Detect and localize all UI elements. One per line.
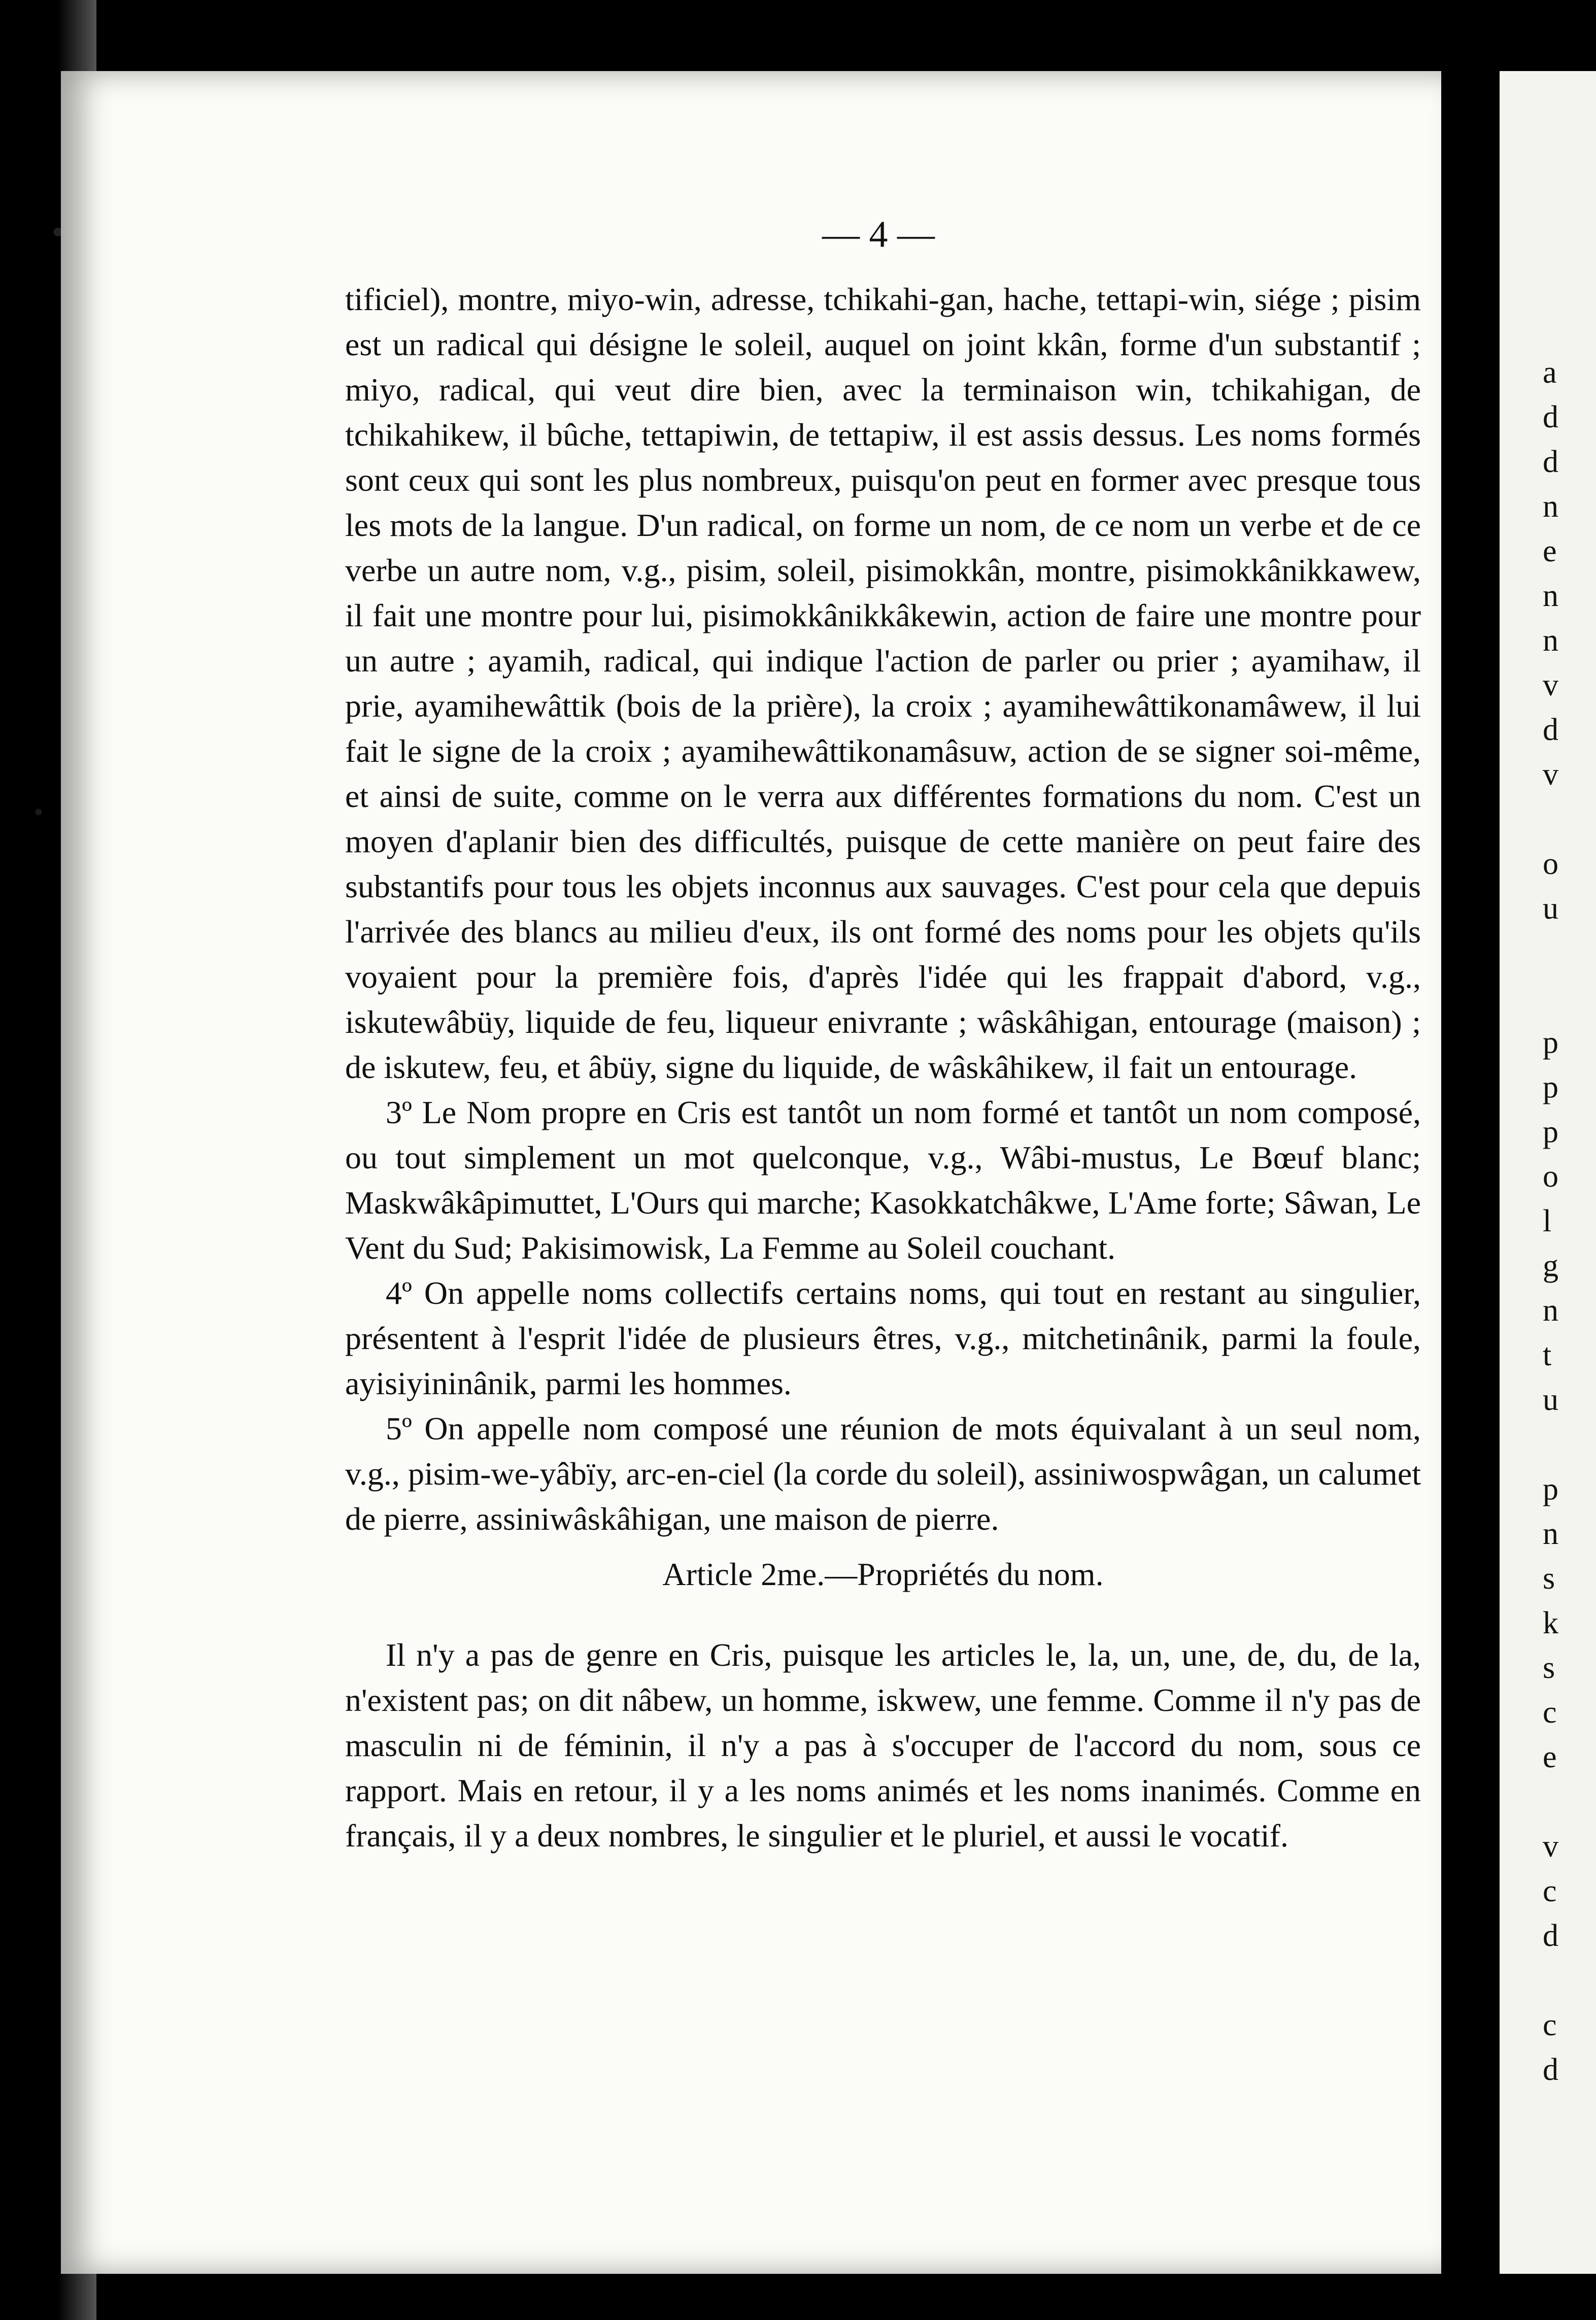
facing-page-letter: t bbox=[1543, 1338, 1552, 1372]
facing-page-letter: o bbox=[1543, 1159, 1558, 1194]
facing-page-letter: d bbox=[1543, 1919, 1558, 1953]
facing-page-letter: l bbox=[1543, 1204, 1552, 1238]
facing-page-letter: d bbox=[1543, 400, 1558, 434]
page-number: — 4 — bbox=[822, 214, 935, 255]
paragraph-nom-compose: 5º On appelle nom composé une réunion de mots équivalant à un seul nom, v.g., pisim-we-yâbïy, arc-en-ciel (la corde du soleil), assiniwospwâgan, un calumet de pierre, assiniwâskâhigan, une maison de pierre. bbox=[345, 1410, 1421, 1537]
facing-page-letter: n bbox=[1543, 1517, 1558, 1551]
facing-page-letter: v bbox=[1543, 668, 1558, 702]
facing-page-letter: s bbox=[1543, 1561, 1555, 1596]
facing-page-letter: n bbox=[1543, 623, 1558, 658]
facing-page-letter: n bbox=[1543, 579, 1558, 613]
facing-page-letter bbox=[1543, 797, 1593, 842]
facing-page-letter: d bbox=[1543, 2053, 1558, 2087]
facing-page-letter: u bbox=[1543, 891, 1558, 926]
facing-page-letter: c bbox=[1543, 1874, 1557, 1908]
facing-page-letter: c bbox=[1543, 2008, 1557, 2042]
facing-page-letters bbox=[1543, 350, 1593, 2092]
facing-page-letter: p bbox=[1543, 1472, 1558, 1506]
facing-page-letter: d bbox=[1543, 713, 1558, 747]
paragraph-nom-propre: 3º Le Nom propre en Cris est tantôt un nom formé et tantôt un nom composé, ou tout simplement un mot quelconque, v.g., Wâbi-mustus, Le Bœuf blanc; Maskwâkâpimuttet, L'Ours qui marche; Kasokkatchâkwe, L'Ame forte; Sâwan, Le Vent du Sud; Pakisimowisk, La Femme au Soleil couchant. bbox=[345, 1094, 1421, 1266]
facing-page-letter: d bbox=[1543, 445, 1558, 479]
facing-page-letter: e bbox=[1543, 1740, 1557, 1774]
facing-page-letter: p bbox=[1543, 1070, 1558, 1104]
facing-page-letter: p bbox=[1543, 1025, 1558, 1060]
facing-page-letter bbox=[1543, 1958, 1593, 2003]
facing-page-letter: g bbox=[1543, 1249, 1558, 1283]
paragraph-proprietes: Il n'y a pas de genre en Cris, puisque les articles le, la, un, une, de, du, de la, n'existent pas; on dit nâbew, un homme, iskwew, une femme. Comme il n'y pas de masculin ni de féminin, il n'y a pas à s'occuper de l'accord du nom, sous ce rapport. Mais en retour, il y a les noms animés et les noms inanimés. Comme en français, il y a deux nombres, le singulier et le pluriel, et aussi le vocatif. bbox=[345, 1637, 1421, 1854]
facing-page-letter: u bbox=[1543, 1383, 1558, 1417]
facing-page-letter: n bbox=[1543, 489, 1558, 524]
facing-page-letter bbox=[1543, 976, 1593, 1020]
facing-page-letter: a bbox=[1543, 355, 1557, 390]
paragraph-noms-collectifs: 4º On appelle noms collectifs certains noms, qui tout en restant au singulier, présentent à l'esprit l'idée de plusieurs êtres, v.g., mitchetinânik, parmi la foule, ayisiyininânik, parmi les hommes. bbox=[345, 1275, 1421, 1401]
facing-page-letter: v bbox=[1543, 1829, 1558, 1864]
facing-page-letter: c bbox=[1543, 1695, 1557, 1730]
facing-page-letter: k bbox=[1543, 1606, 1558, 1640]
facing-page-letter bbox=[1543, 1422, 1593, 1467]
facing-page-letter: o bbox=[1543, 847, 1558, 881]
facing-page-letter bbox=[1543, 1779, 1593, 1824]
paragraph-1: tificiel), montre, miyo-win, adresse, tchikahi-gan, hache, tettapi-win, siége ; pisim est un radical qui désigne le soleil, auquel on joint kkân, forme d'un substantif ; miyo, radical, qui veut dire bien, avec la terminaison win, tchikahigan, de tchikahikew, il bûche, tettapiwin, de tettapiw, il est assis dessus. Les noms formés sont ceux qui sont les plus nombreux, puisqu'on peut en former avec presque tous les mots de la langue. D'un radical, on forme un nom, de ce nom un verbe et de ce verbe un autre nom, v.g., pisim, soleil, pisimokkân, montre, pisimokkânikkawew, il fait une montre pour lui, pisimokkânikkâkewin, action de faire une montre pour un autre ; ayamih, radical, qui indique l'action de parler ou prier ; ayamihaw, il prie, ayamihewâttik (bois de la prière), la croix ; ayamihewâttikonamâwew, il lui fait le signe de la croix ; ayamihewâttikonamâsuw, action de se signer soi-même, et ainsi de suite, comme on le verra aux différentes formations du nom. C'est un moyen d'aplanir bien des difficultés, puisque de cette manière on peut faire des substantifs pour tous les objets inconnus aux sauvages. C'est pour cela que depuis l'arrivée des blancs au milieu d'eux, ils ont formé des noms pour les objets qu'ils voyaient pour la première fois, d'après l'idée qui les frappait d'abord, v.g., iskutewâbüy, liquide de feu, liqueur enivrante ; wâskâhigan, entourage (maison) ; de iskutew, feu, et âbüy, signe du liquide, de wâskâhikew, il fait un entourage. bbox=[345, 281, 1421, 1085]
article-heading: Article 2me.—Propriétés du nom. bbox=[662, 1556, 1104, 1592]
facing-page-letter: p bbox=[1543, 1115, 1558, 1149]
facing-page-letter bbox=[1543, 931, 1593, 976]
facing-page-letter: e bbox=[1543, 534, 1557, 568]
page-text bbox=[345, 277, 1421, 1858]
facing-page-letter: s bbox=[1543, 1651, 1555, 1685]
facing-page-letter: n bbox=[1543, 1293, 1558, 1328]
facing-page-letter: v bbox=[1543, 757, 1558, 792]
